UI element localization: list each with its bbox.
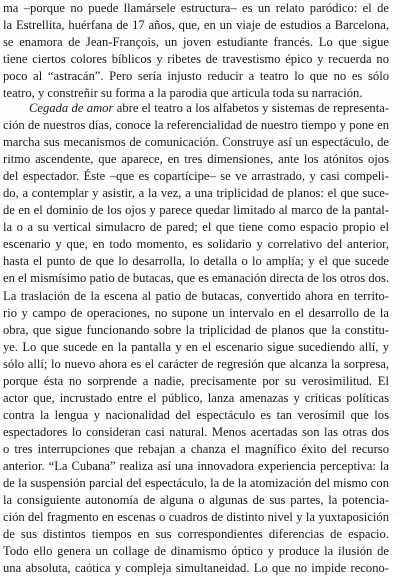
paragraph-1-line: teatro, y constreñir su forma a la parodia que articula toda su narración. xyxy=(3,86,363,101)
paragraph-2-line: La traslación de la escena al patio de butacas, convertido ahora en territo- xyxy=(3,288,389,303)
paragraph-2 xyxy=(3,100,389,577)
paragraph-2-line: rio y campo de operaciones, no supone un intervalo en el desarrollo de la xyxy=(3,305,389,320)
paragraph-2-line: la o a su vertical simulacro de pared; el que tiene como espacio propio el xyxy=(3,220,389,235)
paragraph-1-line: la Estrellita, huérfana de 17 años, que, en un viaje de estudios a Barcelona, xyxy=(3,18,389,33)
paragraph-2-line: escenario y que, en todo momento, es solidario y correlativo del anterior, xyxy=(3,237,389,252)
paragraph-2-line: do, a contemplar y asistir, a la vez, a una triplicidad de planos: el que suce- xyxy=(3,186,389,201)
paragraph-2-line: espectadores lo consideran casi natural. Menos acertadas son las otras dos xyxy=(3,424,389,439)
play-title: Cegada de amor xyxy=(29,101,114,115)
paragraph-2-line: de en el dominio de los ojos y parece quedar limitado al marco de la pantal- xyxy=(3,203,389,218)
paragraph-2-line: en el mismísimo patio de butacas, que es emanación directa de los otros dos. xyxy=(3,271,389,286)
paragraph-2-line: ye. Lo que sucede en la pantalla y en el escenario sigue sucediendo allí, y xyxy=(3,339,389,354)
paragraph-2-line: de la suspensión parcial del espectáculo, la de la atomización del mismo con xyxy=(3,476,389,491)
paragraph-2-line: ción de nuestros días, conoce la referencialidad de nuestro tiempo y pone en xyxy=(3,118,389,133)
paragraph-2-line: o tres interrupciones que rebajan a chanza el magnífico éxito del recurso xyxy=(3,441,389,456)
paragraph-2-first-line-text: abre el teatro a los alfabetos y sistemas de representa- xyxy=(113,101,389,115)
paragraph-2-line: obra, que sigue funcionando sobre la triplicidad de planos que la constitu- xyxy=(3,322,389,337)
paragraph-2-line: sólo allí; lo nuevo ahora es el carácter de regresión que alcanza la sorpresa, xyxy=(3,356,389,371)
paragraph-1 xyxy=(3,0,389,102)
paragraph-1-line: poco al “astracán”. Pero sería injusto reducir a teatro lo que no es sólo xyxy=(3,69,389,84)
paragraph-2-line: la consiguiente autonomía de alguna o algunas de sus partes, la potencia- xyxy=(3,493,389,508)
paragraph-2-line: hasta el punto de que lo desarrolla, lo detalla o lo amplía; y el que sucede xyxy=(3,254,389,269)
paragraph-2-line: porque ésta no sorprende a nadie, precisamente por su verosimilitud. El xyxy=(3,373,389,388)
paragraph-2-line: marcha sus mecanismos de comunicación. Construye así un espectáculo, de xyxy=(3,135,389,150)
paragraph-2-line: de sus distintos tiempos en sus correspondientes diferencias de espacio. xyxy=(3,527,389,542)
paragraph-1-line: se enamora de Jean-François, un joven estudiante francés. Lo que sigue xyxy=(3,35,389,50)
paragraph-2-line: anterior. “La Cubana” realiza así una innovadora experiencia perceptiva: la xyxy=(3,458,389,473)
paragraph-2-line: Todo ello genera un collage de dinamismo óptico y produce la ilusión de xyxy=(3,544,389,559)
paragraph-2-line: una absoluta, caótica y compleja simultaneidad. Lo que no impide recono- xyxy=(3,561,389,576)
paragraph-2-first-line xyxy=(3,100,389,117)
paragraph-1-line: ma –porque no puede llamársele estructura– es un relato paródico: el de xyxy=(3,1,389,15)
paragraph-2-line: actor que, incrustado entre el público, lanza amenazas y críticas políticas xyxy=(3,390,389,405)
paragraph-2-line: ritmo ascendente, que aparece, en tres dimensiones, ante los atónitos ojos xyxy=(3,152,389,167)
paragraph-1-line: tiene ciertos colores bíblicos y ribetes de travestismo épico y recuerda no xyxy=(3,52,389,67)
paragraph-2-line: del espectador. Éste –que es copartícipe– se ve arrastrado, y casi compeli- xyxy=(3,169,389,184)
paragraph-2-line: contra la lengua y nacionalidad del espectáculo es tan verosímil que los xyxy=(3,407,389,422)
paragraph-2-line: ción del fragmento en escenas o cuadros de distinto nivel y la yuxtaposición xyxy=(3,510,389,525)
